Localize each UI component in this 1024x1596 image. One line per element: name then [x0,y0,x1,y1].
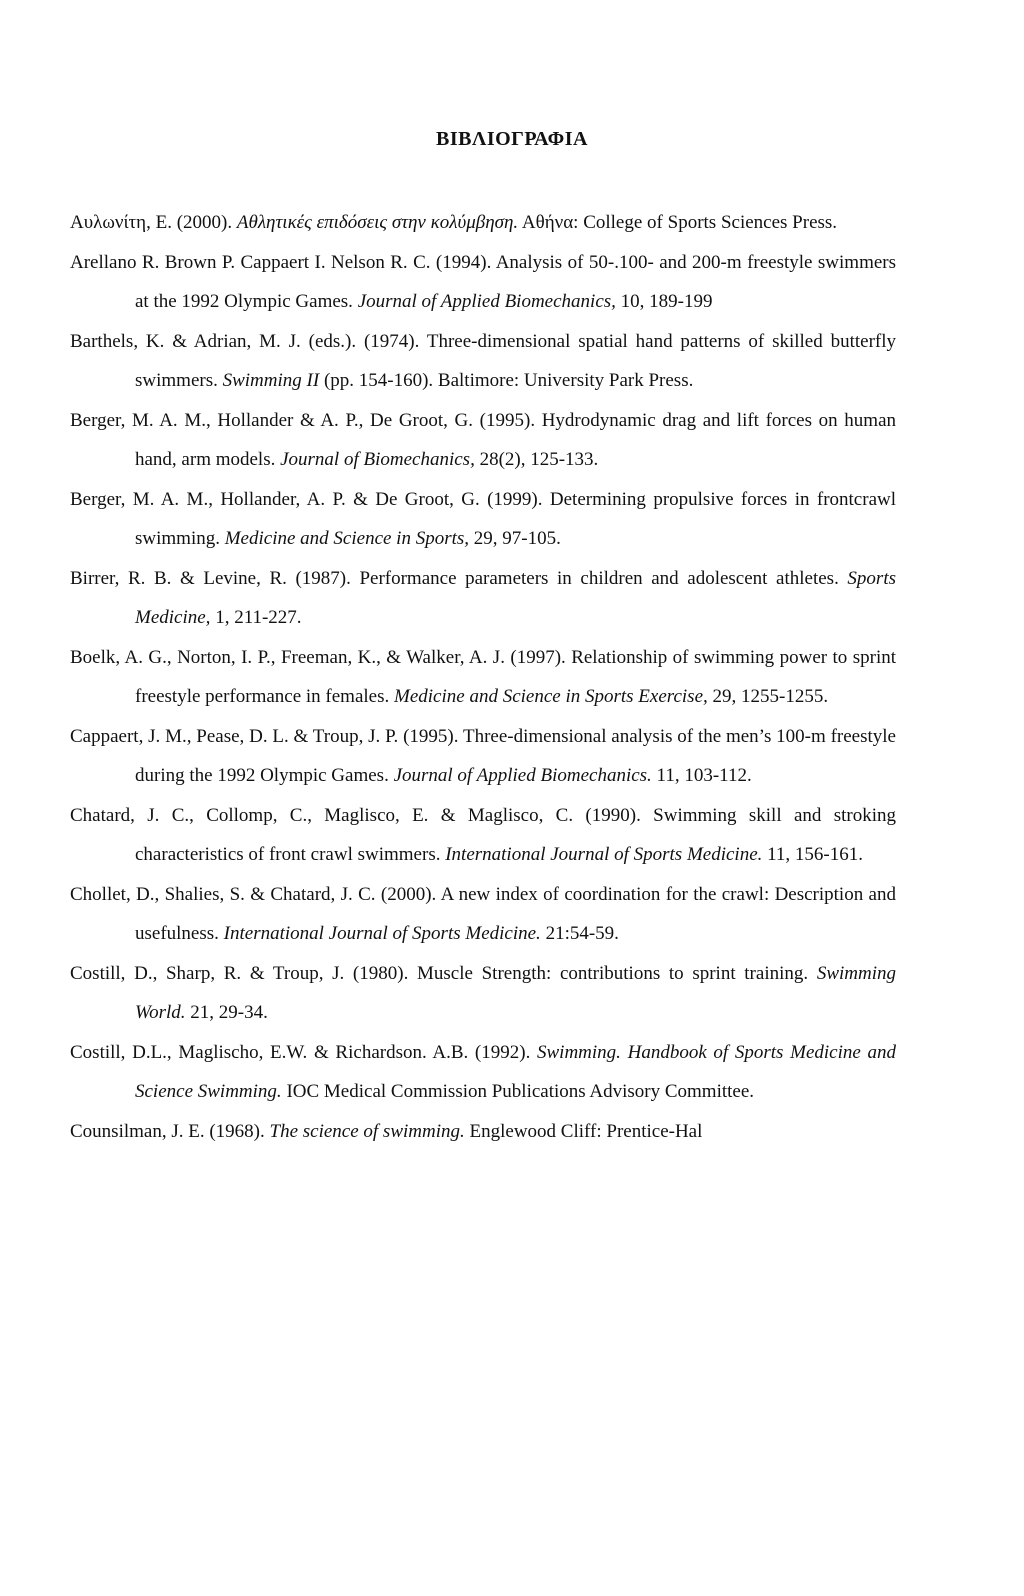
reference-entry [70,1112,896,1152]
reference-text: Barthels, K. & Adrian, M. J. (eds.). (1974). Three-dimensional spatial hand patterns of skilled butterfly swimmers. [70,330,896,391]
reference-entry [70,559,896,638]
reference-text: Berger, M. A. M., Hollander & A. P., De Groot, G. (1995). Hydrodynamic drag and lift forces on human hand, arm models. [70,409,896,470]
page-title: ΒΙΒΛΙΟΓΡΑΦΙΑ [436,128,588,150]
reference-text: 11, 103-112. [651,765,752,786]
reference-text: Birrer, R. B. & Levine, R. (1987). Performance parameters in children and adolescent athletes. [70,567,848,589]
reference-source-title: Medicine and Science in Sports, [224,528,470,549]
reference-text: 21:54-59. [540,923,619,944]
reference-text: Counsilman, J. E. (1968). [70,1120,270,1142]
reference-text: Chollet, D., Shalies, S. & Chatard, J. C. (2000). A new index of coordination for the crawl: Description and usefulness. [70,883,896,944]
reference-entry [70,480,896,559]
reference-entry [70,796,896,875]
reference-text: (pp. 154-160). Baltimore: University Park Press. [319,370,694,391]
reference-source-title: Sports Medicine, [135,567,896,628]
reference-source-title: Swimming. Handbook of Sports Medicine and Science Swimming. [135,1041,896,1102]
reference-source-title: The science of swimming. [269,1120,465,1142]
reference-text: Englewood Cliff: Prentice-Hal [464,1120,703,1142]
reference-text: Cappaert, J. M., Pease, D. L. & Troup, J. P. (1995). Three-dimensional analysis of the men’s 100-m freestyle during the 1992 Olympic Games. [70,725,896,786]
reference-entry [70,875,896,954]
reference-source-title: International Journal of Sports Medicine. [445,844,763,865]
reference-text: 29, 1255-1255. [707,686,829,707]
reference-text: Costill, D., Sharp, R. & Troup, J. (1980). Muscle Strength: contributions to sprint training. [70,962,817,984]
reference-text: Αυλωνίτη, Ε. (2000). [70,212,237,233]
reference-source-title: Αθλητικές επιδόσεις στην κολύμβηση. [236,212,519,233]
reference-text: 10, 189-199 [615,291,713,312]
reference-text: Chatard, J. C., Collomp, C., Maglisco, E. & Maglisco, C. (1990). Swimming skill and stroking characteristics of front crawl swimmers. [70,804,896,865]
reference-source-title: Swimming World. [135,962,896,1023]
reference-text: Berger, M. A. M., Hollander, A. P. & De Groot, G. (1999). Determining propulsive forces in frontcrawl swimming. [70,488,896,549]
reference-source-title: Medicine and Science in Sports Exercise, [394,686,708,707]
reference-text: 28(2), 125-133. [474,449,599,470]
reference-entry [70,954,896,1033]
reference-entry [70,401,896,480]
reference-entry [70,717,896,796]
reference-entry [70,1033,896,1112]
reference-text: Arellano R. Brown P. Cappaert I. Nelson R. C. (1994). Analysis of 50-.100- and 200-m freestyle swimmers at the 1992 Olympic Games. [70,251,896,312]
reference-entry [70,638,896,717]
reference-text: Boelk, A. G., Norton, I. P., Freeman, K., & Walker, A. J. (1997). Relationship of swimming power to sprint freestyle performance in females. [70,646,896,707]
reference-text: 1, 211-227. [210,607,302,628]
reference-list [70,203,896,1151]
reference-text: Costill, D.L., Maglischo, E.W. & Richardson. A.B. (1992). [70,1041,537,1063]
reference-text: 29, 97-105. [469,528,561,549]
reference-text: Αθήνα: College of Sports Sciences Press. [518,212,838,233]
reference-source-title: Journal of Biomechanics, [280,449,475,470]
reference-text: 11, 156-161. [762,844,863,865]
reference-entry [70,322,896,401]
reference-source-title: Swimming II [222,370,320,391]
reference-source-title: Journal of Applied Biomechanics, [357,291,616,312]
reference-text: IOC Medical Commission Publications Advisory Committee. [281,1081,755,1102]
reference-source-title: Journal of Applied Biomechanics. [393,765,652,786]
reference-entry [70,243,896,322]
reference-source-title: International Journal of Sports Medicine. [223,923,541,944]
reference-entry [70,203,896,243]
reference-text: 21, 29-34. [185,1002,268,1023]
